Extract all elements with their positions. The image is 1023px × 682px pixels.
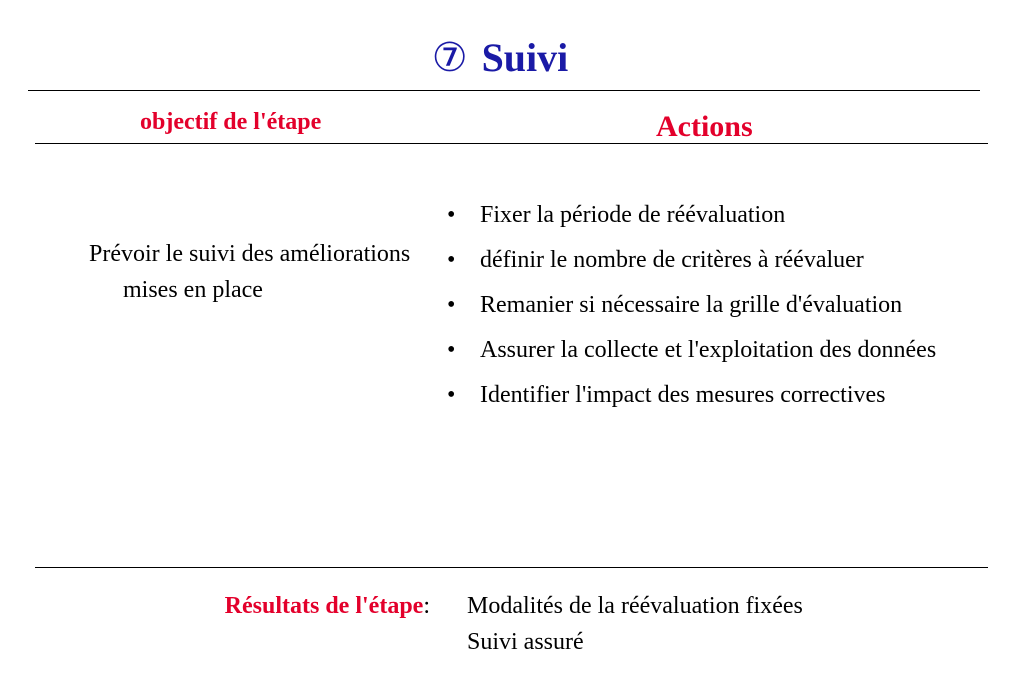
action-text: Fixer la période de réévaluation <box>480 202 786 228</box>
top-divider <box>28 90 980 91</box>
results-label-text: Résultats de l'étape <box>224 593 424 619</box>
results-colon: : <box>423 593 430 619</box>
bottom-divider <box>35 567 988 568</box>
bullet-icon: • <box>447 202 456 228</box>
action-item <box>440 197 980 233</box>
header-divider <box>35 143 988 144</box>
results-label <box>90 588 430 624</box>
action-text: Assurer la collecte et l'exploitation des données <box>480 337 937 363</box>
action-text: Remanier si nécessaire la grille d'évaluation <box>480 292 903 318</box>
action-item <box>440 332 980 368</box>
title-text: Suivi <box>481 35 569 80</box>
result-item: Modalités de la réévaluation fixées <box>467 593 803 619</box>
result-item: Suivi assuré <box>467 629 584 655</box>
actions-list <box>440 197 980 422</box>
action-item <box>440 377 980 413</box>
bullet-icon: • <box>447 292 456 318</box>
action-item <box>440 287 980 323</box>
bullet-icon: • <box>447 337 456 363</box>
bullet-icon: • <box>447 382 456 408</box>
bullet-icon: • <box>447 247 456 273</box>
results-list <box>467 588 803 660</box>
step-number-icon: ⑦ <box>431 35 468 80</box>
objective-header: objectif de l'étape <box>140 109 322 135</box>
actions-header: Actions <box>656 110 753 143</box>
action-text: Identifier l'impact des mesures correctives <box>480 382 886 408</box>
objective-text: Prévoir le suivi des améliorations mises en place <box>89 241 411 303</box>
action-text: définir le nombre de critères à réévaluer <box>480 247 864 273</box>
slide-title <box>0 32 1000 84</box>
action-item <box>440 242 980 278</box>
